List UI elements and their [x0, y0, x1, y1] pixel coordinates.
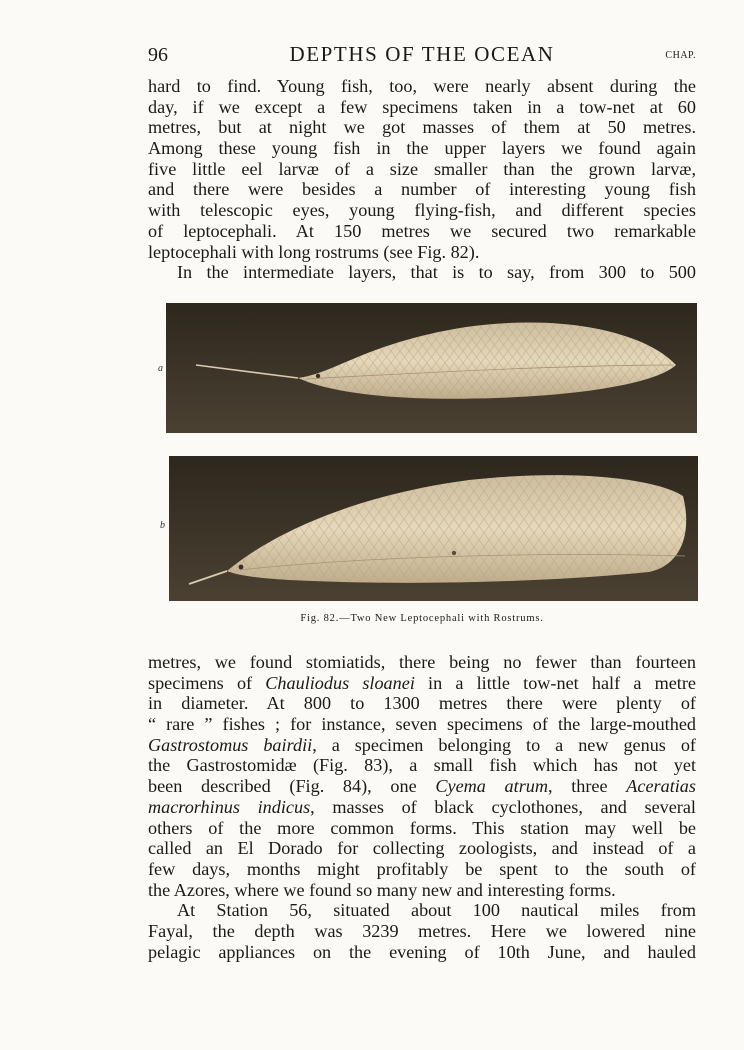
text-line: hard to find. Young fish, too, were nearly absent during the [148, 76, 696, 96]
text-line [148, 818, 696, 839]
text-run: Fayal, the depth was 3239 metres. Here we lowered nine [148, 920, 696, 941]
text-run: in diameter. At 800 to 1300 metres there were plenty of [148, 693, 696, 714]
running-header [148, 40, 696, 70]
text-line [148, 859, 696, 880]
text-line [148, 735, 696, 756]
leptocephalus-a-image [166, 303, 697, 433]
italic-term: macrorhinus indicus [148, 796, 311, 817]
italic-term: Gastrostomus bairdii [148, 734, 313, 755]
figure-panel-b [169, 456, 698, 601]
text-run: metres, we found stomiatids, there being no fewer than fourteen [148, 652, 696, 672]
text-run: in a little tow-net half a metre [414, 672, 696, 693]
figure-panel-a [166, 303, 697, 433]
text-run: “ rare ” fishes ; for instance, seven specimens of the large-mouthed [148, 714, 696, 735]
text-line [148, 776, 696, 797]
text-line [148, 838, 696, 859]
text-line: leptocephali with long rostrums (see Fig. 82). [148, 241, 480, 262]
text-run: At Station 56, situated about 100 nautical miles from [177, 900, 696, 921]
text-run: few days, months might profitably be spent to the south of [148, 858, 696, 879]
text-run: the Azores, where we found so many new and interesting forms. [148, 879, 616, 900]
italic-term: Cyema atrum [435, 776, 548, 797]
text-line [148, 921, 696, 942]
text-line: metres, but at night we got masses of them at 50 metres. [148, 117, 696, 138]
text-line: In the intermediate layers, that is to say, from 300 to 500 [177, 262, 696, 283]
text-line [148, 797, 696, 818]
text-run: been described (Fig. 84), one [148, 776, 436, 797]
text-line: Among these young fish in the upper layers we found again [148, 138, 696, 159]
text-line [148, 693, 696, 714]
text-line [148, 652, 696, 673]
text-line [148, 755, 696, 776]
paragraph-top [148, 76, 696, 283]
text-line: and there were besides a number of interesting young fish [148, 179, 696, 200]
paragraph-bottom [148, 652, 696, 962]
text-line: five little eel larvæ of a size smaller than the grown larvæ, [148, 158, 696, 179]
running-title: DEPTHS OF THE OCEAN [289, 42, 555, 66]
text-run: specimens of [148, 672, 266, 693]
text-line [148, 673, 696, 694]
panel-label-b: b [160, 520, 165, 531]
text-run: pelagic appliances on the evening of 10th June, and hauled [148, 941, 696, 962]
text-run: , three [548, 776, 627, 797]
text-run: the Gastrostomidæ (Fig. 83), a small fish which has not yet [148, 755, 696, 776]
text-line: of leptocephali. At 150 metres we secured two remarkable [148, 220, 696, 241]
text-line [148, 942, 696, 963]
chapter-label: CHAP. [665, 50, 696, 61]
text-line: day, if we except a few specimens taken in a tow-net at 60 [148, 96, 696, 117]
text-line [148, 714, 696, 735]
italic-term: Chauliodus sloanei [265, 672, 415, 693]
text-run: , masses of black cyclothones, and several [310, 796, 696, 817]
text-line [148, 900, 696, 921]
text-run: others of the more common forms. This station may well be [148, 817, 696, 838]
text-run: called an El Dorado for collecting zoologists, and instead of a [148, 838, 696, 859]
panel-label-a: a [158, 363, 163, 374]
figure-caption: Fig. 82.—Two New Leptocephali with Rostrums. [300, 613, 544, 624]
leptocephalus-b-image [169, 456, 698, 601]
text-line [148, 880, 696, 901]
text-run: , a specimen belonging to a new genus of [312, 734, 696, 755]
page-number: 96 [148, 44, 168, 66]
italic-term: Aceratias [626, 776, 696, 797]
text-line: with telescopic eyes, young flying-fish, and different species [148, 200, 696, 221]
